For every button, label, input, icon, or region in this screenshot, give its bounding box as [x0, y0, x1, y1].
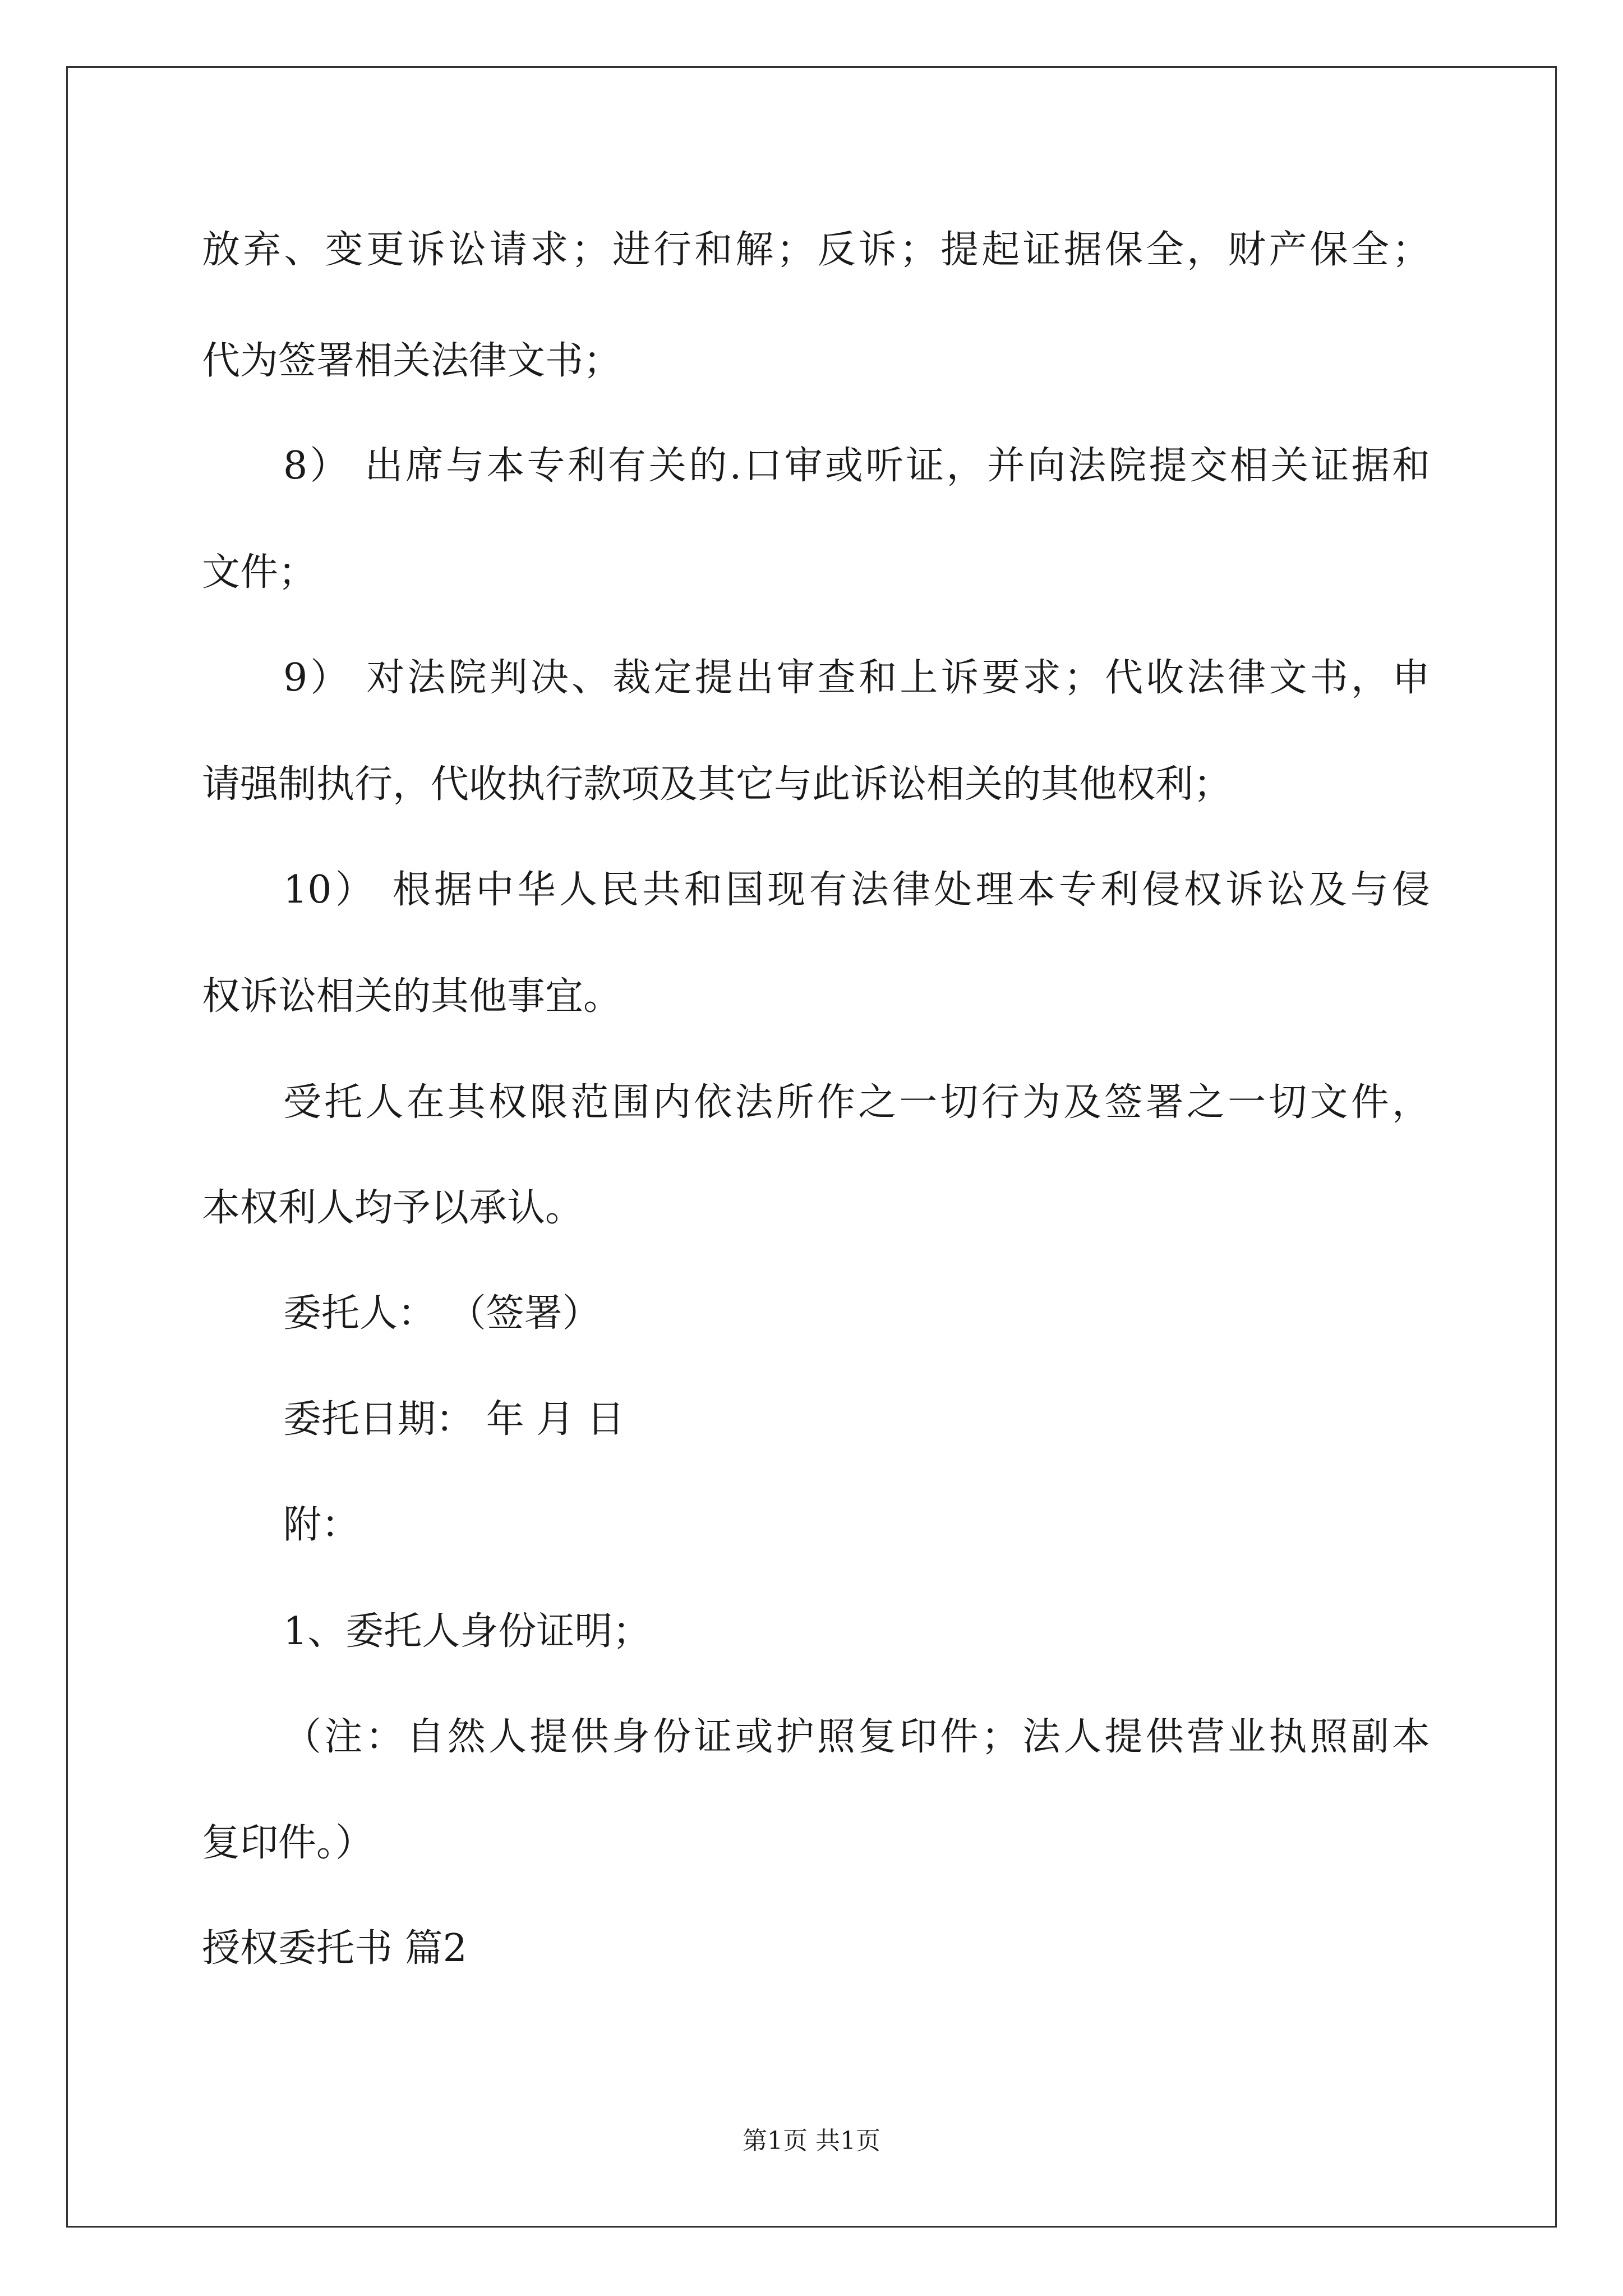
paragraph-line: 代为签署相关法律文书； [202, 339, 622, 383]
appendix-label: 附： [283, 1503, 360, 1547]
note-line: （注：自然人提供身份证或护照复印件；法人提供营业执照副本 [283, 1715, 1430, 1759]
signature-line: 委托人： （签署） [283, 1291, 601, 1336]
paragraph-line: 请强制执行，代收执行款项及其它与此诉讼相关的其他权利； [202, 762, 1232, 807]
paragraph-line: 文件； [202, 550, 317, 595]
paragraph-line: 放弃、变更诉讼请求；进行和解；反诉；提起证据保全，财产保全； [202, 228, 1430, 272]
appendix-item: 1、委托人身份证明； [283, 1609, 651, 1654]
paragraph-line: 本权利人均予以承认。 [202, 1186, 584, 1230]
section-heading: 授权委托书 篇2 [202, 1926, 467, 1971]
paragraph-line: 9） 对法院判决、裁定提出审查和上诉要求；代收法律文书，申 [283, 656, 1430, 700]
note-line: 复印件。） [202, 1821, 374, 1865]
date-line: 委托日期： 年 月 日 [283, 1397, 625, 1442]
paragraph-line: 10） 根据中华人民共和国现有法律处理本专利侵权诉讼及与侵 [283, 868, 1430, 912]
page-footer: 第1页 共1页 [743, 2127, 880, 2155]
paragraph-line: 8） 出席与本专利有关的.口审或听证，并向法院提交相关证据和 [283, 444, 1430, 488]
page-border [66, 66, 1557, 2228]
paragraph-line: 权诉讼相关的其他事宜。 [202, 974, 622, 1019]
paragraph-line: 受托人在其权限范围内依法所作之一切行为及签署之一切文件， [283, 1080, 1430, 1125]
